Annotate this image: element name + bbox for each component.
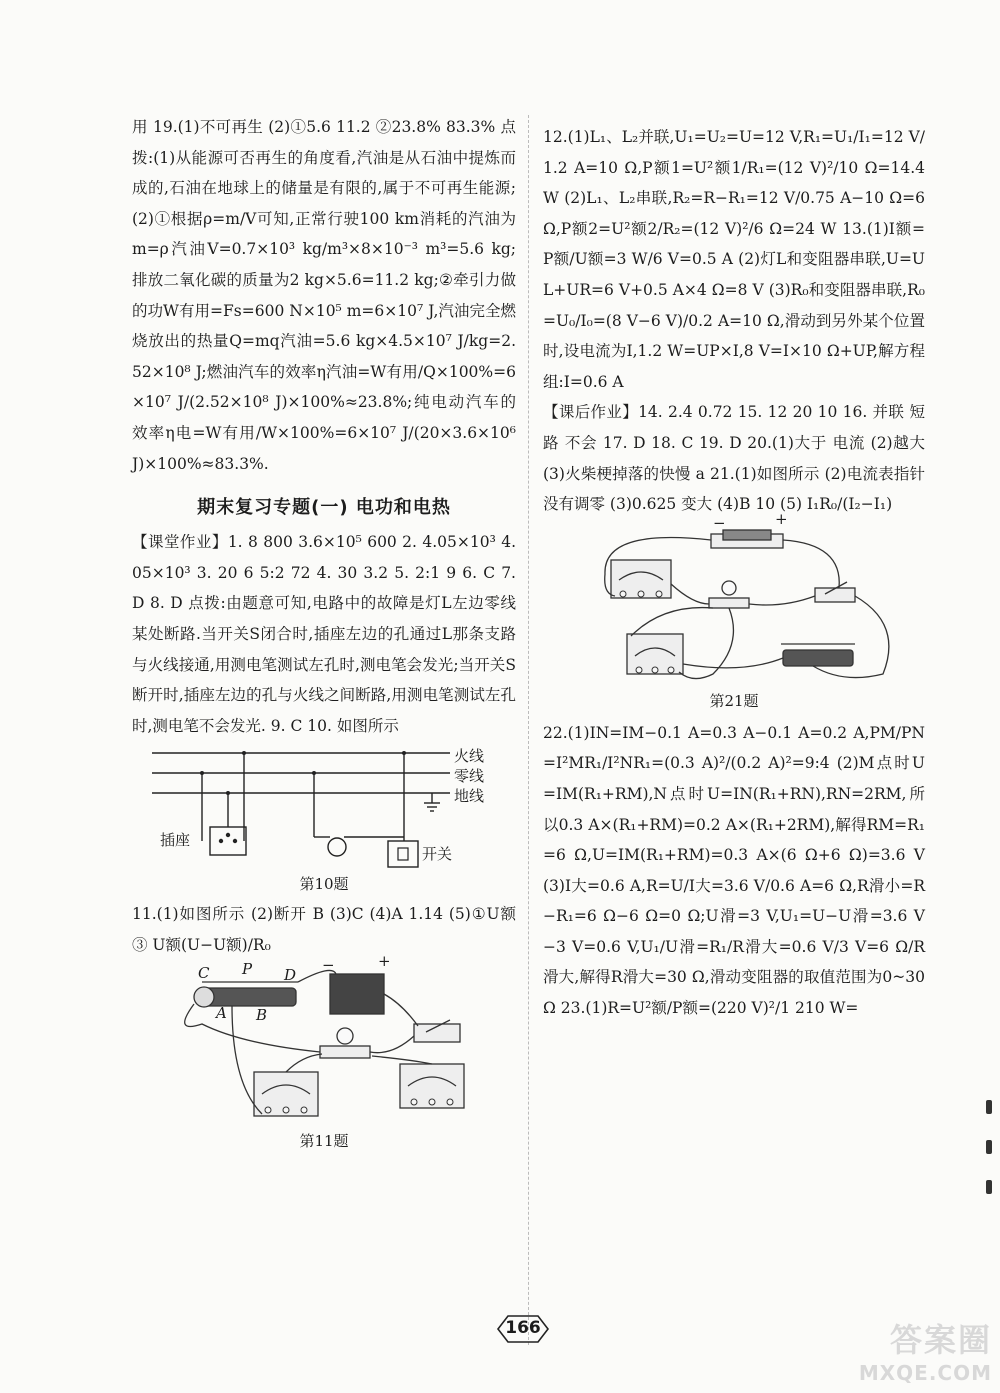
switch-label: 开关 — [422, 845, 453, 864]
label-d: D — [284, 966, 297, 985]
figure-10 — [132, 745, 516, 895]
answer-12-13-text: 12.(1)L₁、L₂并联,U₁=U₂=U=12 V,R₁=U₁/I₁=12 V/1.2 A=10 Ω,P额1=U²额1/R₁=(12 V)²/10 Ω=14.4 W (2)L₁、L₂串联,R₂=R−R₁=12 V/0.75 A−10 Ω=6 Ω,P额2=U²额2/R₂=(12 V)²/6 Ω=24 W 13.(1)I额=P额/U额=3 W/6 V=0.5 A (2)灯L和变阻器串联,U=UL+UR=6 V+0.5 A×4 Ω=8 V (3)R₀和变阻器串联,R₀=U₀/I₀=(8 V−6 V)/0.2 A=10 Ω,滑动到另外某个位置时,设电流为I,1.2 W=UP×I,8 V=I×10 Ω+UP,解方程组:I=0.6 A — [543, 128, 925, 391]
figure-21 — [543, 509, 925, 714]
watermark — [832, 1315, 992, 1385]
right-column — [543, 122, 925, 1024]
battery-minus-label-21: − — [713, 513, 726, 532]
edge-tabs — [976, 1100, 996, 1300]
battery-plus-label-21: + — [775, 509, 788, 528]
homework-answers-text: 【课后作业】14. 2.4 0.72 15. 12 20 10 16. 并联 短路 不会 17. D 18. C 19. D 20.(1)大于 电流 (2)越大 (3)火柴梗掉落的快慢 a 21.(1)如图所示 (2)电流表指针没有调零 (3)0.625 变大 (4)B 10 (5) I₁R₀/(I₂−I₁) — [543, 403, 925, 514]
label-c: C — [198, 964, 210, 983]
classwork-answers-text: 【课堂作业】1. 8 800 3.6×10⁵ 600 2. 4.05×10³ 4.05×10³ 3. 20 6 5:2 72 4. 30 3.2 5. 2:1 9 6. C 7. D 8. D 点拨:由题意可知,电路中的故障是灯L左边零线某处断路.当开关S闭合时,插座左边的孔通过L那条支路与火线接通,用测电笔测试左孔时,测电笔会发光;当开关S断开时,插座左边的孔与火线之间断路,用测电笔测试左孔时,测电笔不会发光. 9. C 10. 如图所示 — [132, 533, 516, 735]
column-divider — [528, 115, 529, 1345]
label-b: B — [256, 1006, 268, 1025]
watermark-line-1: 答案圈 — [889, 1321, 992, 1359]
circuit-photo-21 — [543, 524, 925, 684]
section-heading: 期末复习专题(一) 电功和电热 — [197, 497, 451, 519]
figure-21-caption: 第21题 — [709, 691, 759, 710]
label-p: P — [242, 960, 253, 979]
answer-19-text: 用 19.(1)不可再生 (2)①5.6 11.2 ②23.8% 83.3% 点拨:(1)从能源可否再生的角度看,汽油是从石油中提炼而成的,石油在地球上的储量是有限的,属于不可再生能源;(2)①根据ρ=m/V可知,正常行驶100 km消耗的汽油为m=ρ汽油V=0.7×10³ kg/m³×8×10⁻³ m³=5.6 kg;排放二氧化碳的质量为2 kg×5.6=11.2 kg;②牵引力做的功W有用=Fs=600 N×10⁵ m=6×10⁷ J,汽油完全燃烧放出的热量Q=mq汽油=5.6 kg×4.5×10⁷ J/kg=2.52×10⁸ J;燃油汽车的效率η汽油=W有用/Q×100%=6×10⁷ J/(2.52×10⁸ J)×100%≈23.8%;纯电动汽车的效率η电=W有用/W×100%=6×10⁷ J/(20×3.6×10⁶ J)×100%≈83.3%. — [132, 118, 516, 473]
left-column — [132, 112, 516, 1158]
figure-11-caption: 第11题 — [299, 1132, 349, 1151]
figure-10-caption: 第10题 — [299, 875, 349, 894]
live-wire-label: 火线 — [454, 747, 485, 766]
answer-22-23-text: 22.(1)IN=IM−0.1 A=0.3 A−0.1 A=0.2 A,PM/PN=I²MR₁/I²NR₁=(0.3 A)²/(0.2 A)²=9:4 (2)M点时U=IM(R₁+RM),N点时U=IN(R₁+RN),RN=2RM,所以0.3 A×(R₁+RM)=0.2 A×(R₁+2RM),解得RM=R₁=6 Ω,U=IM(R₁+RM)=0.3 A×(6 Ω+6 Ω)=3.6 V (3)I大=0.6 A,R=U/I大=3.6 V/0.6 A=6 Ω,R滑小=R−R₁=6 Ω−6 Ω=0 Ω;U滑=3 V,U₁=U−U滑=3.6 V−3 V=0.6 V,U₁/U滑=R₁/R滑大=0.6 V/3 V=6 Ω/R滑大,解得R滑大=30 Ω,滑动变阻器的取值范围为0~30 Ω 23.(1)R=U²额/P额=(220 V)²/1 210 W= — [543, 723, 925, 1018]
neutral-wire-label: 零线 — [454, 767, 485, 786]
ground-wire-label: 地线 — [454, 787, 485, 806]
answer-11-text: 11.(1)如图所示 (2)断开 B (3)C (4)A 1.14 (5)①U额 ③ U额(U−U额)/R₀ — [132, 905, 516, 954]
label-a: A — [216, 1004, 227, 1023]
battery-plus-label: + — [378, 952, 391, 971]
page-number: 166 — [505, 1318, 541, 1338]
battery-minus-label: − — [322, 956, 335, 975]
socket-label: 插座 — [160, 831, 191, 850]
page-number-badge — [494, 1312, 552, 1346]
figure-11 — [132, 952, 516, 1154]
watermark-line-2: MXQE.COM — [858, 1361, 992, 1385]
circuit-photo-11 — [132, 964, 516, 1124]
